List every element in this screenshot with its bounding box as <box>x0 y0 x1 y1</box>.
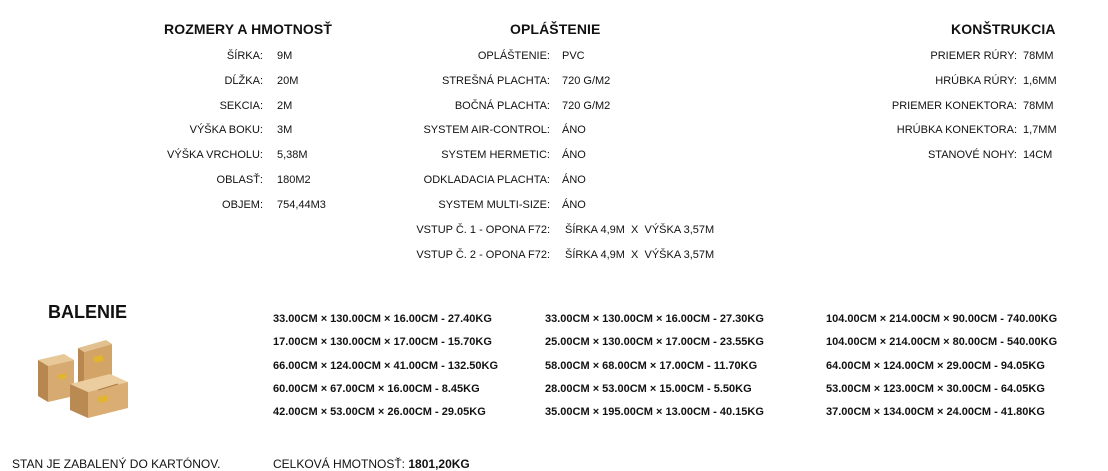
spec-label: OPLÁŠTENIE: <box>477 50 550 62</box>
package-item: 53.00CM × 123.00CM × 30.00CM - 64.05KG <box>826 382 1045 395</box>
spec-value: ŠÍRKA 4,9M X VÝŠKA 3,57M <box>565 248 715 261</box>
spec-value: 1,6MM <box>1023 74 1057 87</box>
construction-title: KONŠTRUKCIA <box>951 21 1056 37</box>
spec-value: 78MM <box>1023 50 1054 62</box>
spec-value: ÁNO <box>562 198 586 211</box>
spec-label: SYSTEM AIR-CONTROL: <box>423 124 550 137</box>
spec-label: OBJEM: <box>222 198 263 211</box>
spec-label: VÝŠKA BOKU: <box>189 124 263 137</box>
spec-label: HRÚBKA RÚRY: <box>935 74 1017 87</box>
package-item: 66.00CM × 124.00CM × 41.00CM - 132.50KG <box>273 359 499 372</box>
spec-value: 5,38M <box>277 149 308 162</box>
spec-value: 20M <box>277 74 299 87</box>
spec-label: SYSTEM HERMETIC: <box>441 149 550 162</box>
spec-label: STREŠNÁ PLACHTA: <box>442 74 550 87</box>
package-item: 58.00CM × 68.00CM × 17.00CM - 11.70KG <box>545 359 758 372</box>
package-item: 28.00CM × 53.00CM × 15.00CM - 5.50KG <box>545 382 752 395</box>
spec-value: 78MM <box>1023 99 1054 112</box>
package-item: 60.00CM × 67.00CM × 16.00CM - 8.45KG <box>273 382 480 395</box>
spec-value: 720 G/M2 <box>562 99 611 112</box>
spec-value: 3M <box>277 124 293 137</box>
package-item: 33.00CM × 130.00CM × 16.00CM - 27.30KG <box>545 313 764 325</box>
spec-value: 2M <box>277 99 293 112</box>
package-item: 42.00CM × 53.00CM × 26.00CM - 29.05KG <box>273 406 486 419</box>
spec-label: SYSTEM MULTI-SIZE: <box>438 198 550 211</box>
spec-value: ÁNO <box>562 149 586 162</box>
spec-value: ŠÍRKA 4,9M X VÝŠKA 3,57M <box>565 224 715 236</box>
spec-value: ÁNO <box>562 174 586 186</box>
spec-label: ODKLADACIA PLACHTA: <box>423 174 550 186</box>
spec-value: PVC <box>562 50 585 62</box>
spec-value: 180M2 <box>277 174 311 186</box>
spec-label: BOČNÁ PLACHTA: <box>454 99 550 112</box>
packaging-note: STAN JE ZABALENÝ DO KARTÓNOV. <box>12 457 221 471</box>
spec-label: VSTUP Č. 1 - OPONA F72: <box>416 224 550 236</box>
dimensions-title: ROZMERY A HMOTNOSŤ <box>164 21 332 37</box>
package-item: 35.00CM × 195.00CM × 13.00CM - 40.15KG <box>545 406 764 419</box>
spec-label: DĹŽKA: <box>224 74 263 87</box>
spec-label: STANOVÉ NOHY: <box>927 149 1017 162</box>
spec-value: ÁNO <box>562 124 586 137</box>
package-item: 104.00CM × 214.00CM × 90.00CM - 740.00KG <box>826 313 1058 325</box>
spec-value: 754,44M3 <box>277 198 326 211</box>
covering-title: OPLÁŠTENIE <box>510 21 601 37</box>
spec-value: 9M <box>277 50 293 62</box>
package-item: 104.00CM × 214.00CM × 80.00CM - 540.00KG <box>826 336 1058 349</box>
package-item: 17.00CM × 130.00CM × 17.00CM - 15.70KG <box>273 336 492 349</box>
package-item: 64.00CM × 124.00CM × 29.00CM - 94.05KG <box>826 359 1045 372</box>
total-weight <box>273 457 470 471</box>
spec-label: PRIEMER RÚRY: <box>930 50 1017 62</box>
spec-label: VÝŠKA VRCHOLU: <box>167 149 263 162</box>
spec-label: SEKCIA: <box>219 99 263 112</box>
package-item: 33.00CM × 130.00CM × 16.00CM - 27.40KG <box>273 313 492 325</box>
spec-value: 14CM <box>1023 149 1053 162</box>
spec-label: HRÚBKA KONEKTORA: <box>896 124 1017 137</box>
package-item: 37.00CM × 134.00CM × 24.00CM - 41.80KG <box>826 406 1045 419</box>
spec-value: 720 G/M2 <box>562 74 611 87</box>
total-weight-label: CELKOVÁ HMOTNOSŤ: <box>273 457 406 471</box>
total-weight-value: 1801,20KG <box>408 457 470 471</box>
package-item: 25.00CM × 130.00CM × 17.00CM - 23.55KG <box>545 336 764 349</box>
spec-label: PRIEMER KONEKTORA: <box>891 99 1017 112</box>
spec-label: VSTUP Č. 2 - OPONA F72: <box>416 248 550 261</box>
spec-label: OBLASŤ: <box>216 174 263 186</box>
spec-value: 1,7MM <box>1023 124 1057 137</box>
packaging-title: BALENIE <box>48 302 128 322</box>
spec-label: ŠÍRKA: <box>226 50 263 62</box>
cardboard-boxes-icon <box>36 330 144 423</box>
